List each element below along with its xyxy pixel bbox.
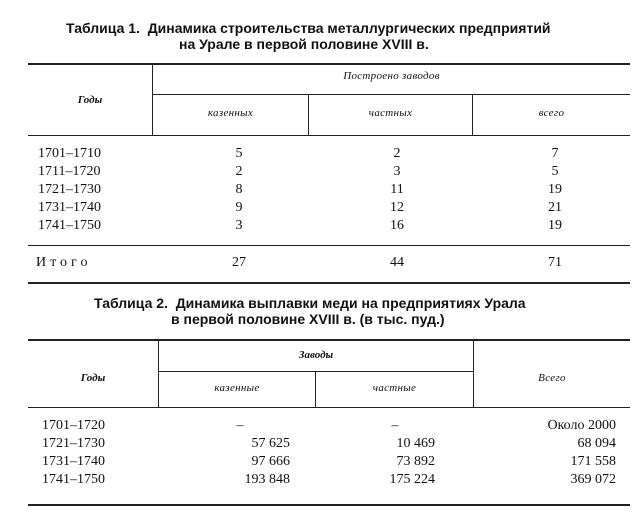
table2-cell-total: Около 2000 [547, 418, 616, 433]
table2-cell-state: 97 666 [251, 454, 290, 469]
table1-header-group: Построено заводов [343, 70, 440, 82]
table1-cell-private: 11 [390, 182, 404, 197]
table2-cell-state: – [236, 418, 244, 433]
table2-cell-private: – [391, 418, 399, 433]
table1-cell-total: 19 [548, 182, 562, 197]
table2-cell-years: 1701–1720 [42, 418, 105, 433]
table2-cell-total: 68 094 [577, 436, 616, 451]
table1-cell-private: 16 [390, 218, 404, 233]
table2-cell-private: 10 469 [396, 436, 435, 451]
table2-header-bottom-rule [28, 407, 630, 408]
table1-total-label: Итого [36, 255, 92, 270]
table2-header-total: Всего [538, 372, 566, 384]
table2-cell-total: 171 558 [570, 454, 616, 469]
table2-cell-private: 73 892 [396, 454, 435, 469]
table2-cell-years: 1721–1730 [42, 436, 105, 451]
table2-cell-years: 1731–1740 [42, 454, 105, 469]
table1-total-rule [28, 245, 630, 246]
table1-title-line2: на Урале в первой половине XVIII в. [179, 36, 429, 52]
table1-cell-total: 19 [548, 218, 562, 233]
table1-cell-private: 12 [390, 200, 404, 215]
table1-bottom-rule [28, 282, 630, 284]
table1-cell-private: 3 [393, 164, 401, 179]
table1-top-rule [28, 63, 630, 65]
table-row [0, 163, 642, 181]
table1-header-private: частных [368, 107, 413, 119]
table1-cell-state: 3 [235, 218, 243, 233]
table1-total-total: 71 [548, 255, 562, 270]
table2-title [94, 295, 614, 327]
table1-cell-state: 5 [235, 146, 243, 161]
table2-cell-private: 175 224 [389, 472, 435, 487]
table1-cell-state: 8 [235, 182, 243, 197]
table2-cell-state: 57 625 [251, 436, 290, 451]
table1-cell-years: 1741–1750 [38, 218, 101, 233]
table2-group-underline [159, 371, 473, 372]
table1-total-row [0, 254, 642, 274]
table2-bottom-rule [28, 504, 630, 506]
table-row [0, 435, 642, 453]
table1-header-bottom-rule [28, 135, 630, 136]
table1-header-state: казенных [207, 107, 254, 119]
table1-cell-total: 21 [548, 200, 562, 215]
table1-cell-years: 1701–1710 [38, 146, 101, 161]
table-row [0, 181, 642, 199]
table2-top-rule [28, 339, 630, 341]
table1-cell-total: 7 [551, 146, 559, 161]
table-row [0, 417, 642, 435]
table1-cell-private: 2 [393, 146, 401, 161]
table-row [0, 217, 642, 235]
table1-total-state: 27 [232, 255, 246, 270]
table2-header-years: Годы [80, 372, 106, 384]
table2-header-group: Заводы [298, 349, 334, 361]
table1-cell-state: 9 [235, 200, 243, 215]
table1-title [66, 20, 626, 52]
table1-cell-years: 1731–1740 [38, 200, 101, 215]
table1-cell-years: 1711–1720 [38, 164, 101, 179]
table2-header-state: казенные [214, 382, 260, 394]
table-row [0, 145, 642, 163]
table1-cell-total: 5 [551, 164, 559, 179]
table1-total-private: 44 [390, 255, 404, 270]
table1-title-line1: Таблица 1. Динамика строительства металлургических предприятий [66, 20, 551, 36]
table1-header-total: всего [538, 107, 565, 119]
table2-header-private: частные [372, 382, 417, 394]
table-row [0, 453, 642, 471]
table1-group-underline [153, 94, 630, 95]
table2-cell-state: 193 848 [244, 472, 290, 487]
table1-cell-state: 2 [235, 164, 243, 179]
table2-cell-total: 369 072 [570, 472, 616, 487]
table1-cell-years: 1721–1730 [38, 182, 101, 197]
table-row [0, 199, 642, 217]
table1-header-years: Годы [77, 94, 103, 106]
table2-title-line1: Таблица 2. Динамика выплавки меди на предприятиях Урала [94, 295, 526, 311]
table2-title-line2: в первой половине XVIII в. (в тыс. пуд.) [171, 311, 445, 327]
table-row [0, 471, 642, 489]
table2-cell-years: 1741–1750 [42, 472, 105, 487]
